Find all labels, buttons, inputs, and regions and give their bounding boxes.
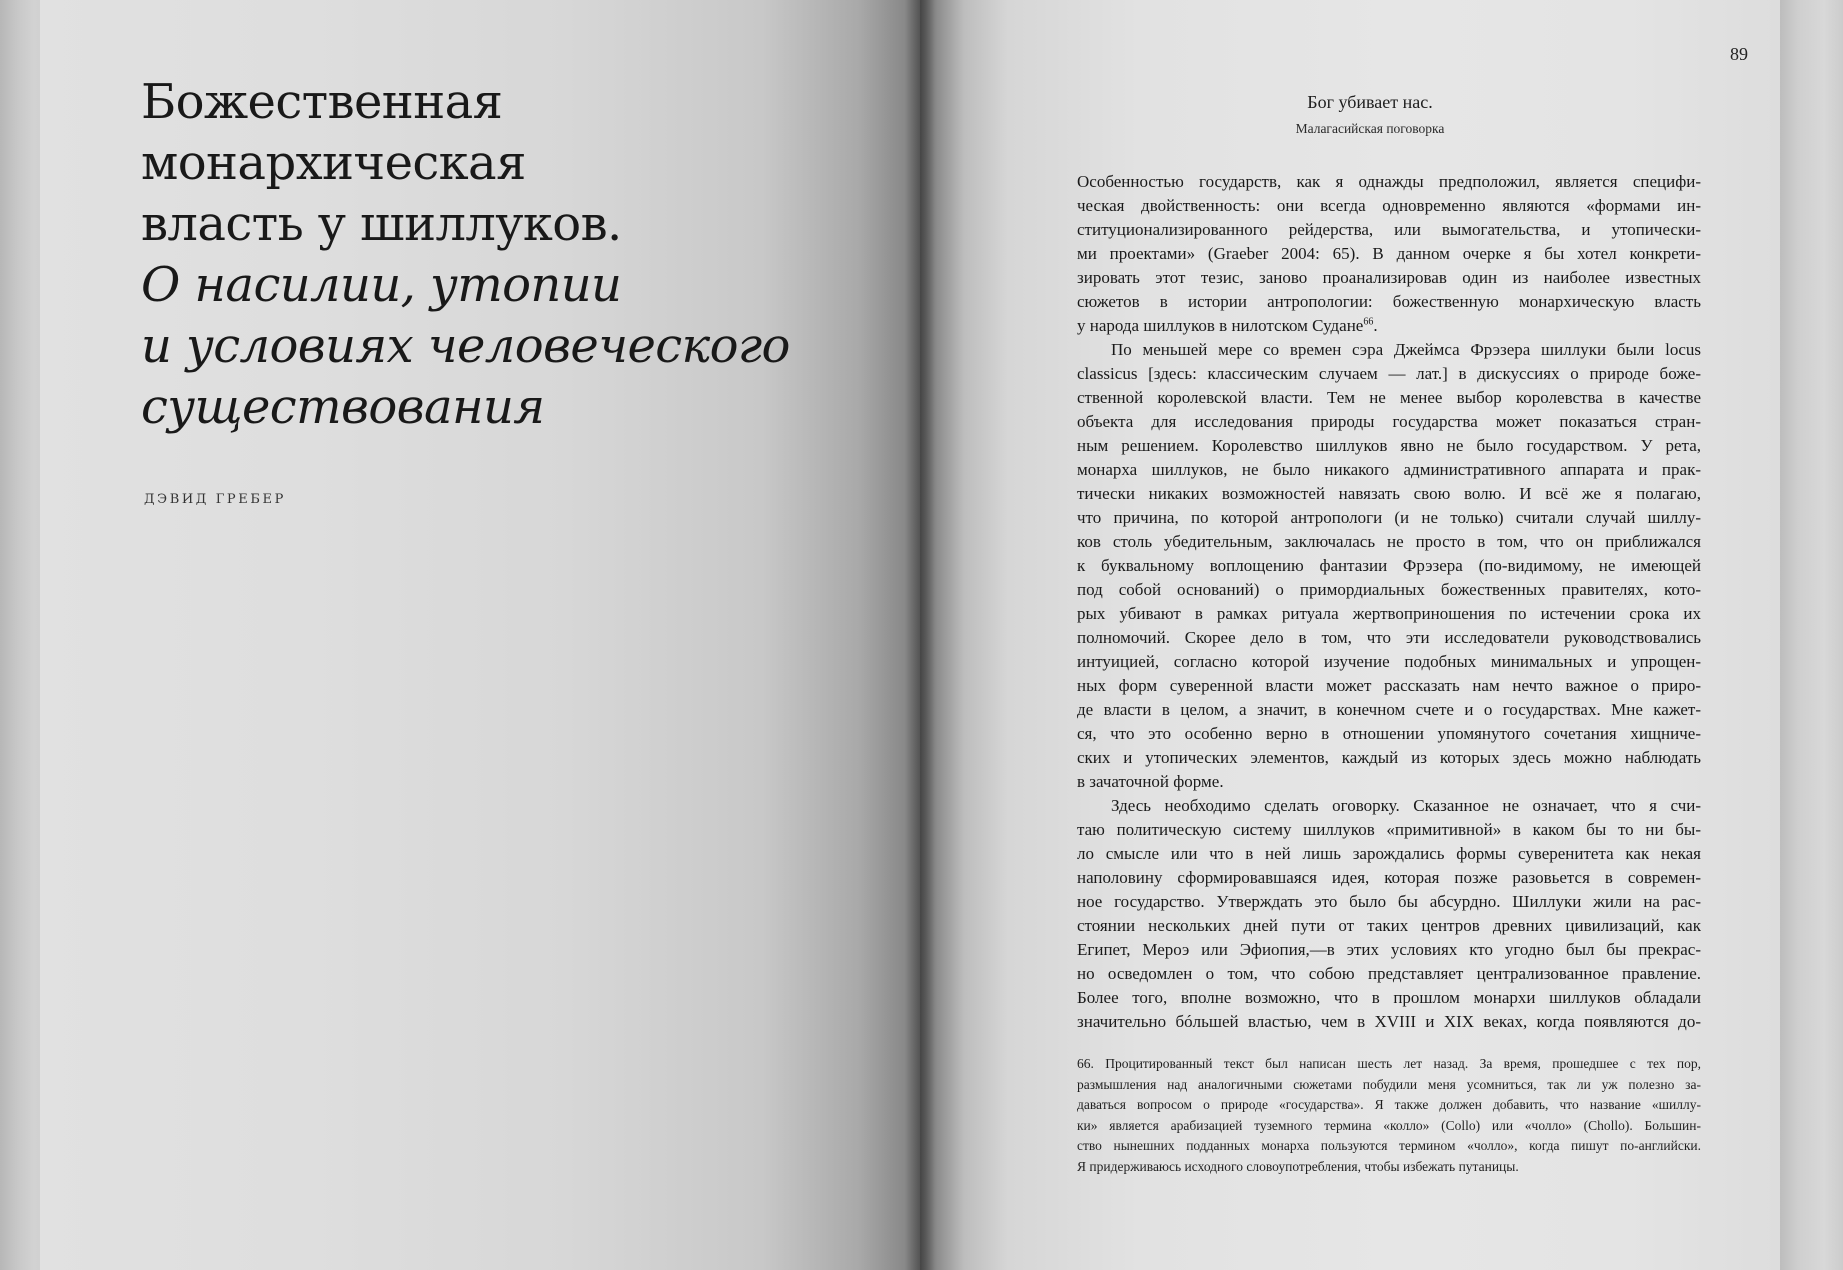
- text-line: ным решением. Королевство шиллуков явно не было государством. У рета,: [1077, 436, 1701, 455]
- text-line: что причина, по которой антропологи (и не только) считали случай шиллу-: [1077, 508, 1701, 527]
- text-line: ся, что это особенно верно в отношении упомянутого сочетания хищниче-: [1077, 724, 1701, 743]
- text-line: рых убивают в рамках ритуала жертвоприношения по истечении срока их: [1077, 604, 1701, 623]
- text-line-content: у народа шиллуков в нилотском Судане: [1077, 316, 1364, 335]
- title-line: монархическая: [141, 135, 526, 191]
- footnote-reference[interactable]: 66: [1363, 316, 1374, 328]
- epigraph-source: Малагасийская поговорка: [1295, 121, 1445, 136]
- epigraph-quote: Бог убивает нас.: [1307, 92, 1433, 112]
- text-line: Более того, вполне возможно, что в прошлом монархи шиллуков обладали: [1077, 988, 1701, 1007]
- text-line: ми проектами» (Graeber 2004: 65). В данном очерке я бы хотел конкрети-: [1077, 244, 1701, 263]
- chapter-title: [141, 72, 861, 438]
- text-line: таю политическую систему шиллуков «примитивной» в каком бы то ни бы-: [1077, 820, 1701, 839]
- text-line: Египет, Мероэ или Эфиопия,—в этих условиях кто угодно был бы прекрас-: [1077, 940, 1701, 959]
- text-line: зировать этот тезис, заново проанализировав один из наиболее известных: [1077, 268, 1701, 287]
- body-text: [1077, 170, 1701, 1034]
- text-line: ституционализированного рейдерства, или вымогательства, и утопически-: [1077, 220, 1701, 239]
- footnote-line: Я придерживаюсь исходного словоупотребления, чтобы избежать путаницы.: [1077, 1158, 1519, 1174]
- footnote-line: 66. Процитированный текст был написан шесть лет назад. За время, прошедшее с тех пор,: [1077, 1056, 1701, 1071]
- text-line: полномочий. Скорее дело в том, что эти исследователи руководствовались: [1077, 628, 1701, 647]
- text-line: сюжетов в истории антропологии: божественную монархическую власть: [1077, 292, 1701, 311]
- text-line: ло смысле или что в ней лишь зарождались формы суверенитета как некая: [1077, 844, 1701, 863]
- footnote-line: ки» является арабизацией туземного термина «колло» (Collo) или «чолло» (Chollo). Большин-: [1077, 1117, 1701, 1133]
- page-number: 89: [1730, 44, 1748, 64]
- left-page: [40, 0, 920, 1270]
- subtitle-line: и условиях человеческого: [141, 318, 790, 374]
- text-line: По меньшей мере со времен сэра Джеймса Фрэзера шиллуки были locus: [1111, 340, 1701, 359]
- footnote-line: размышления над аналогичными сюжетами побудили меня усомниться, так ли уж полезно за-: [1077, 1076, 1701, 1092]
- title-line: власть у шиллуков.: [141, 196, 622, 252]
- text-line: ственной королевской власти. Тем не менее выбор королевства в качестве: [1077, 388, 1701, 407]
- book-gutter: [905, 0, 935, 1270]
- text-line: объекта для исследования природы государства может показаться стран-: [1077, 412, 1701, 431]
- footnote: [1077, 1054, 1701, 1177]
- text-line: Особенностью государств, как я однажды предположил, является специфи-: [1077, 172, 1701, 191]
- footnote-line: ство нынешних подданных монарха пользуются термином «чолло», когда пишут по-английски.: [1077, 1138, 1701, 1153]
- text-line: де власти в целом, а значит, в конечном счете и о государствах. Мне кажет-: [1077, 700, 1701, 719]
- text-line: тически никаких возможностей навязать свою волю. И всё же я полагаю,: [1077, 484, 1701, 503]
- text-line: classicus [здесь: классическим случаем — лат.] в дискуссиях о природе боже-: [1077, 364, 1701, 383]
- text-line: Здесь необходимо сделать оговорку. Сказанное не означает, что я счи-: [1111, 796, 1701, 815]
- text-line: ческая двойственность: они всегда одновременно являются «формами ин-: [1077, 196, 1701, 215]
- title-line: Божественная: [141, 74, 503, 130]
- text-line: у народа шиллуков в нилотском Судане$^{66}$.: [1077, 316, 1378, 335]
- text-line: ных форм суверенной власти может рассказать нам нечто важное о приро-: [1077, 676, 1701, 695]
- author-name: ДЭВИД ГРЕБЕР: [144, 492, 286, 507]
- text-line: стоянии нескольких дней пути от таких центров древних цивилизаций, как: [1077, 916, 1701, 935]
- text-line: значительно бóльшей властью, чем в XVIII и XIX веках, когда появляются до-: [1077, 1012, 1701, 1031]
- footnote-line: даваться вопросом о природе «государства». Я также должен добавить, что название «шиллу-: [1077, 1097, 1701, 1112]
- epigraph: [1220, 92, 1520, 137]
- text-line: но осведомлен о том, что собою представляет централизованное правление.: [1077, 964, 1701, 983]
- text-line: к буквальному воплощению фантазии Фрэзера (по-видимому, не имеющей: [1077, 556, 1701, 575]
- text-line: под собой оснований) о примордиальных божественных правителях, кото-: [1077, 580, 1701, 599]
- subtitle-line: существования: [141, 379, 545, 435]
- text-line: ков столь убедительным, заключалась не просто в том, что он приближался: [1077, 532, 1701, 551]
- subtitle-line: О насилии, утопии: [141, 257, 622, 313]
- text-line: монарха шиллуков, не было никакого административного аппарата и прак-: [1077, 460, 1701, 479]
- text-line: интуицией, согласно которой изучение подобных минимальных и упрощен-: [1077, 652, 1701, 671]
- text-line: ских и утопических элементов, каждый из которых здесь можно наблюдать: [1077, 748, 1701, 767]
- right-page-edges: [1780, 0, 1843, 1270]
- text-line: наполовину сформировавшаяся идея, которая позже разовьется в современ-: [1077, 868, 1701, 887]
- text-line: ное государство. Утверждать это было бы абсурдно. Шиллуки жили на рас-: [1077, 892, 1701, 911]
- right-page: [920, 0, 1800, 1270]
- text-line: в зачаточной форме.: [1077, 772, 1224, 791]
